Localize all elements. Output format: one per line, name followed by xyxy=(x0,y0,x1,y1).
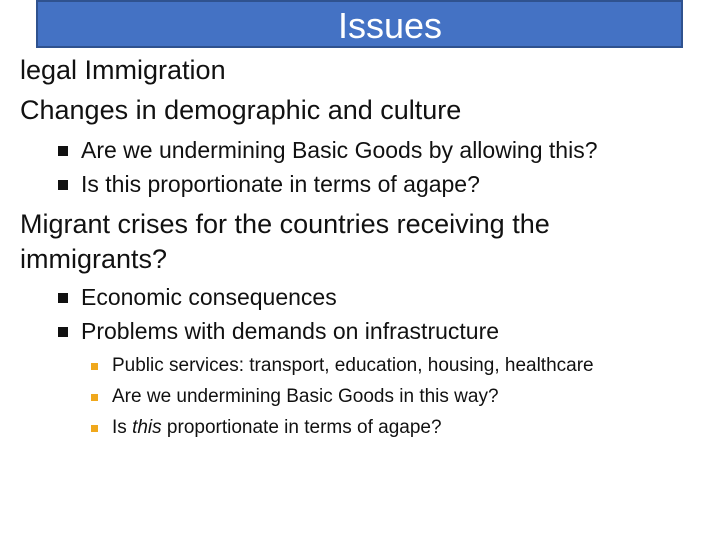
square-bullet-icon xyxy=(91,394,98,401)
subsub-public-services: Public services: transport, education, housing, healthcare xyxy=(112,355,594,376)
subbullet-basic-goods: Are we undermining Basic Goods by allowing this? xyxy=(81,137,598,163)
subbullet-economic: Economic consequences xyxy=(81,284,337,310)
square-bullet-icon xyxy=(58,146,68,156)
text-post: proportionate in terms of agape? xyxy=(161,417,442,438)
text-pre: Is xyxy=(112,417,133,438)
bullet-migrant-crises: Migrant crises for the countries receiving the xyxy=(20,209,550,239)
bullet-legal-immigration: legal Immigration xyxy=(20,55,226,85)
square-bullet-icon xyxy=(58,180,68,190)
square-bullet-icon xyxy=(91,363,98,370)
subbullet-agape: Is this proportionate in terms of agape? xyxy=(81,171,480,197)
square-bullet-icon xyxy=(91,425,98,432)
slide-title: Issues xyxy=(338,5,443,46)
subbullet-infrastructure: Problems with demands on infrastructure xyxy=(81,318,500,344)
bullet-changes-demographic: Changes in demographic and culture xyxy=(20,95,462,125)
square-bullet-icon xyxy=(58,293,68,303)
subsub-basic-goods: Are we undermining Basic Goods in this way? xyxy=(112,386,499,407)
emphasis-this: this xyxy=(132,417,162,438)
title-bar xyxy=(36,0,683,48)
subsub-agape xyxy=(112,416,442,440)
square-bullet-icon xyxy=(58,327,68,337)
bullet-migrant-crises-cont: immigrants? xyxy=(20,244,168,274)
